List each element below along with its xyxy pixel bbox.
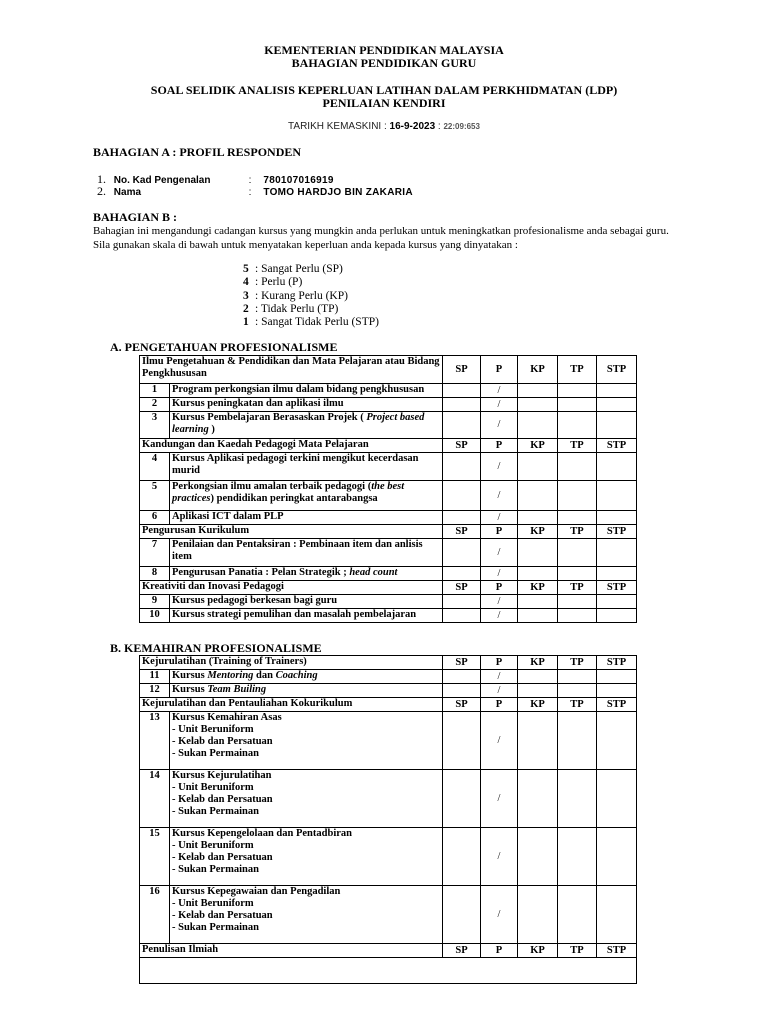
col-stp: STP	[597, 656, 637, 670]
group-title: Penulisan Ilmiah	[140, 944, 443, 958]
group-title: Pengurusan Kurikulum	[140, 525, 443, 539]
col-sp: SP	[443, 525, 481, 539]
rating-cell-stp[interactable]	[597, 712, 637, 770]
rating-cell-tp[interactable]	[558, 886, 597, 944]
sub-item: - Sukan Permainan	[172, 806, 259, 817]
table-row	[140, 398, 637, 412]
part-a-title: A. PENGETAHUAN PROFESIONALISME	[110, 340, 338, 354]
col-tp: TP	[558, 698, 597, 712]
sub-item: - Kelab dan Persatuan	[172, 852, 273, 863]
rating-cell-stp[interactable]	[597, 412, 637, 439]
rating-cell-sp[interactable]	[443, 595, 481, 609]
sub-item: - Unit Beruniform	[172, 898, 254, 909]
last-updated-time: 22:09:653	[443, 122, 480, 131]
group-header-row	[140, 656, 637, 670]
row-number: 1.	[97, 172, 106, 186]
ministry-title: KEMENTERIAN PENDIDIKAN MALAYSIA	[264, 43, 504, 57]
profile-row-name	[97, 184, 413, 199]
col-sp: SP	[443, 944, 481, 958]
item-text-part: Perkongsian ilmu amalan terbaik pedagogi (	[172, 481, 372, 492]
group-header-row	[140, 698, 637, 712]
item-text-italic: Project based learning	[172, 412, 425, 435]
rating-cell-tp[interactable]	[558, 481, 597, 511]
col-tp: TP	[558, 525, 597, 539]
section-b-intro: Bahagian ini mengandungi cadangan kursus yang mungkin anda perlukan untuk meningkatkan profesionalisme anda sebagai guru. Sila gunakan skala di bawah untuk menyatakan keperluan anda kepada kursus yang dinyatakan :	[93, 225, 669, 251]
rating-cell-p[interactable]: /	[481, 828, 518, 886]
last-updated-label: TARIKH KEMASKINI :	[288, 121, 387, 132]
sub-item: - Sukan Permainan	[172, 922, 259, 933]
col-sp: SP	[443, 439, 481, 453]
sub-item: - Sukan Permainan	[172, 748, 259, 759]
group-header-row	[140, 525, 637, 539]
rating-cell-kp[interactable]	[518, 670, 558, 684]
col-stp: STP	[597, 356, 637, 384]
scale-text: : Kurang Perlu (KP)	[255, 289, 348, 302]
rating-cell-sp[interactable]	[443, 384, 481, 398]
rating-cell-kp[interactable]	[518, 886, 558, 944]
rating-cell-p[interactable]: /	[481, 886, 518, 944]
item-text-part: Kursus	[172, 670, 208, 681]
item-text	[170, 684, 443, 698]
rating-cell-p[interactable]: /	[481, 712, 518, 770]
col-kp: KP	[518, 944, 558, 958]
rating-cell-sp[interactable]	[443, 412, 481, 439]
item-text-italic: Coaching	[275, 670, 318, 681]
rating-cell-kp[interactable]	[518, 539, 558, 567]
table-row	[140, 770, 637, 828]
rating-cell-p[interactable]: /	[481, 670, 518, 684]
rating-cell-kp[interactable]	[518, 712, 558, 770]
rating-cell-kp[interactable]	[518, 770, 558, 828]
rating-cell-sp[interactable]	[443, 511, 481, 525]
table-row	[140, 828, 637, 886]
scale-number: 5	[243, 263, 249, 275]
rating-cell-p[interactable]: /	[481, 511, 518, 525]
ic-label: No. Kad Pengenalan	[113, 175, 211, 186]
rating-cell-p[interactable]: /	[481, 609, 518, 623]
col-p: P	[481, 525, 518, 539]
rating-cell-stp[interactable]	[597, 511, 637, 525]
item-number: 1	[140, 384, 170, 398]
item-number: 14	[140, 770, 170, 828]
rating-cell-tp[interactable]	[558, 539, 597, 567]
item-text: Program perkongsian ilmu dalam bidang pengkhususan	[170, 384, 443, 398]
item-text	[170, 886, 443, 944]
item-number: 11	[140, 670, 170, 684]
sub-item: - Unit Beruniform	[172, 724, 254, 735]
section-b-title: BAHAGIAN B :	[93, 210, 178, 224]
item-text	[170, 670, 443, 684]
item-text-italic: Mentoring	[207, 670, 254, 681]
rating-cell-stp[interactable]	[597, 595, 637, 609]
group-title: Ilmu Pengetahuan & Pendidikan dan Mata Pelajaran atau Bidang Pengkhususan	[140, 356, 443, 384]
rating-cell-p[interactable]: /	[481, 595, 518, 609]
item-number: 4	[140, 453, 170, 481]
col-tp: TP	[558, 581, 597, 595]
rating-cell-stp[interactable]	[597, 453, 637, 481]
row-number: 2.	[97, 184, 106, 198]
item-number: 9	[140, 595, 170, 609]
item-number: 15	[140, 828, 170, 886]
col-tp: TP	[558, 656, 597, 670]
division-title: BAHAGIAN PENDIDIKAN GURU	[291, 56, 477, 70]
rating-cell-tp[interactable]	[558, 412, 597, 439]
item-text-italic: the best practices	[172, 481, 405, 504]
col-kp: KP	[518, 698, 558, 712]
item-title: Kursus Kepegawaian dan Pengadilan	[172, 886, 341, 897]
rating-cell-stp[interactable]	[597, 770, 637, 828]
sub-item: - Kelab dan Persatuan	[172, 736, 273, 747]
part-b-title: B. KEMAHIRAN PROFESIONALISME	[110, 641, 322, 655]
item-title: Kursus Kepengelolaan dan Pentadbiran	[172, 828, 352, 839]
rating-cell-tp[interactable]	[558, 828, 597, 886]
item-text-part: ) pendidikan peringkat antarabangsa	[210, 493, 378, 504]
sub-item: - Kelab dan Persatuan	[172, 794, 273, 805]
rating-cell-kp[interactable]	[518, 828, 558, 886]
rating-cell-p[interactable]: /	[481, 453, 518, 481]
table-row	[140, 684, 637, 698]
part-a-table	[139, 355, 637, 623]
rating-cell-sp[interactable]	[443, 609, 481, 623]
rating-cell-stp[interactable]	[597, 609, 637, 623]
table-row	[140, 567, 637, 581]
scale-item	[243, 276, 379, 289]
col-sp: SP	[443, 356, 481, 384]
rating-cell-p[interactable]: /	[481, 539, 518, 567]
table-row	[140, 481, 637, 511]
col-p: P	[481, 698, 518, 712]
col-stp: STP	[597, 944, 637, 958]
item-text: Kursus Aplikasi pedagogi terkini mengikut kecerdasan murid	[170, 453, 443, 481]
scale-text: : Sangat Perlu (SP)	[255, 263, 343, 275]
rating-cell-sp[interactable]	[443, 712, 481, 770]
sub-item: - Sukan Permainan	[172, 864, 259, 875]
rating-cell-sp[interactable]	[443, 539, 481, 567]
rating-cell-stp[interactable]	[597, 539, 637, 567]
scale-number: 1	[243, 316, 249, 329]
col-stp: STP	[597, 698, 637, 712]
item-number: 8	[140, 567, 170, 581]
rating-cell-p[interactable]: /	[481, 384, 518, 398]
table-row	[140, 539, 637, 567]
table-row	[140, 958, 637, 984]
rating-cell-kp[interactable]	[518, 609, 558, 623]
col-tp: TP	[558, 944, 597, 958]
rating-cell-tp[interactable]	[558, 712, 597, 770]
col-p: P	[481, 944, 518, 958]
col-kp: KP	[518, 656, 558, 670]
empty-row	[140, 958, 637, 984]
rating-cell-tp[interactable]	[558, 453, 597, 481]
group-header-row	[140, 356, 637, 384]
table-row	[140, 453, 637, 481]
col-tp: TP	[558, 439, 597, 453]
rating-cell-stp[interactable]	[597, 828, 637, 886]
rating-cell-stp[interactable]	[597, 398, 637, 412]
item-number: 6	[140, 511, 170, 525]
col-stp: STP	[597, 439, 637, 453]
scale-text: : Sangat Tidak Perlu (STP)	[255, 316, 379, 329]
item-text-part: Kursus	[172, 684, 208, 695]
item-text-part: Pengurusan Panatia : Pelan Strategik ;	[172, 567, 350, 578]
col-kp: KP	[518, 356, 558, 384]
scale-text: : Perlu (P)	[255, 276, 303, 289]
scale-number: 4	[243, 276, 249, 289]
item-text: Kursus strategi pemulihan dan masalah pembelajaran	[170, 609, 443, 623]
item-number: 13	[140, 712, 170, 770]
rating-cell-sp[interactable]	[443, 770, 481, 828]
item-number: 5	[140, 481, 170, 511]
rating-cell-kp[interactable]	[518, 453, 558, 481]
ic-value: 780107016919	[263, 175, 334, 186]
rating-cell-sp[interactable]	[443, 684, 481, 698]
rating-cell-stp[interactable]	[597, 567, 637, 581]
rating-cell-p[interactable]: /	[481, 398, 518, 412]
scale-number: 3	[243, 289, 249, 302]
item-text-part: Kursus Pembelajaran Berasaskan Projek (	[172, 412, 364, 423]
col-kp: KP	[518, 581, 558, 595]
col-p: P	[481, 356, 518, 384]
scale-item	[243, 263, 379, 276]
item-number: 3	[140, 412, 170, 439]
rating-cell-sp[interactable]	[443, 828, 481, 886]
item-text	[170, 770, 443, 828]
rating-cell-p[interactable]: /	[481, 412, 518, 439]
table-row	[140, 609, 637, 623]
col-stp: STP	[597, 525, 637, 539]
rating-cell-p[interactable]: /	[481, 567, 518, 581]
rating-cell-p[interactable]: /	[481, 770, 518, 828]
item-text-part: dan	[253, 670, 276, 681]
rating-cell-p[interactable]: /	[481, 481, 518, 511]
rating-cell-p[interactable]: /	[481, 684, 518, 698]
item-number: 2	[140, 398, 170, 412]
rating-cell-kp[interactable]	[518, 384, 558, 398]
rating-cell-tp[interactable]	[558, 609, 597, 623]
rating-cell-tp[interactable]	[558, 684, 597, 698]
rating-cell-kp[interactable]	[518, 684, 558, 698]
item-text	[170, 567, 443, 581]
item-text	[170, 712, 443, 770]
name-label: Nama	[113, 187, 142, 198]
rating-scale	[243, 263, 379, 329]
item-number: 16	[140, 886, 170, 944]
group-title: Kejurulatihan dan Pentauliahan Kokurikulum	[140, 698, 443, 712]
col-sp: SP	[443, 698, 481, 712]
table-row	[140, 384, 637, 398]
item-text-part: )	[208, 424, 215, 435]
scale-text: : Tidak Perlu (TP)	[255, 302, 339, 315]
item-text-italic: Team Builing	[207, 684, 267, 695]
rating-cell-tp[interactable]	[558, 398, 597, 412]
scale-number: 2	[243, 302, 249, 315]
survey-subtitle: PENILAIAN KENDIRI	[322, 96, 446, 110]
rating-cell-tp[interactable]	[558, 567, 597, 581]
group-header-row	[140, 581, 637, 595]
rating-cell-kp[interactable]	[518, 595, 558, 609]
col-tp: TP	[558, 356, 597, 384]
rating-cell-sp[interactable]	[443, 670, 481, 684]
table-row	[140, 412, 637, 439]
last-updated-sep: :	[437, 121, 441, 132]
rating-cell-sp[interactable]	[443, 567, 481, 581]
item-text: Penilaian dan Pentaksiran : Pembinaan item dan anlisis item	[170, 539, 443, 567]
separator: :	[248, 187, 252, 198]
item-text-italic: head count	[349, 567, 398, 578]
part-b-table	[139, 655, 637, 984]
item-number: 7	[140, 539, 170, 567]
item-title: Kursus Kemahiran Asas	[172, 712, 282, 723]
group-title: Kandungan dan Kaedah Pedagogi Mata Pelajaran	[140, 439, 443, 453]
item-text: Kursus pedagogi berkesan bagi guru	[170, 595, 443, 609]
rating-cell-kp[interactable]	[518, 398, 558, 412]
rating-cell-stp[interactable]	[597, 384, 637, 398]
sub-item: - Kelab dan Persatuan	[172, 910, 273, 921]
item-text	[170, 481, 443, 511]
scale-item	[243, 316, 379, 329]
rating-cell-tp[interactable]	[558, 595, 597, 609]
item-title: Kursus Kejurulatihan	[172, 770, 272, 781]
table-row	[140, 595, 637, 609]
rating-cell-tp[interactable]	[558, 770, 597, 828]
col-p: P	[481, 656, 518, 670]
rating-cell-kp[interactable]	[518, 511, 558, 525]
separator: :	[248, 175, 252, 186]
col-sp: SP	[443, 581, 481, 595]
item-number: 10	[140, 609, 170, 623]
survey-title: SOAL SELIDIK ANALISIS KEPERLUAN LATIHAN DALAM PERKHIDMATAN (LDP)	[150, 83, 618, 97]
table-row	[140, 712, 637, 770]
col-kp: KP	[518, 525, 558, 539]
rating-cell-kp[interactable]	[518, 567, 558, 581]
rating-cell-stp[interactable]	[597, 670, 637, 684]
rating-cell-tp[interactable]	[558, 384, 597, 398]
scale-item	[243, 303, 379, 316]
rating-cell-sp[interactable]	[443, 886, 481, 944]
rating-cell-kp[interactable]	[518, 412, 558, 439]
last-updated-date: 16-9-2023	[389, 121, 436, 132]
rating-cell-kp[interactable]	[518, 481, 558, 511]
group-title: Kreativiti dan Inovasi Pedagogi	[140, 581, 443, 595]
item-number: 12	[140, 684, 170, 698]
rating-cell-sp[interactable]	[443, 398, 481, 412]
rating-cell-stp[interactable]	[597, 684, 637, 698]
group-header-row	[140, 439, 637, 453]
name-value: TOMO HARDJO BIN ZAKARIA	[263, 187, 413, 198]
table-row	[140, 670, 637, 684]
col-sp: SP	[443, 656, 481, 670]
group-title: Kejurulatihan (Training of Trainers)	[140, 656, 443, 670]
col-stp: STP	[597, 581, 637, 595]
table-row	[140, 886, 637, 944]
group-header-row	[140, 944, 637, 958]
item-text: Aplikasi ICT dalam PLP	[170, 511, 443, 525]
table-row	[140, 511, 637, 525]
rating-cell-sp[interactable]	[443, 481, 481, 511]
col-kp: KP	[518, 439, 558, 453]
last-updated	[0, 121, 768, 132]
rating-cell-stp[interactable]	[597, 481, 637, 511]
sub-item: - Unit Beruniform	[172, 782, 254, 793]
item-text: Kursus peningkatan dan aplikasi ilmu	[170, 398, 443, 412]
col-p: P	[481, 439, 518, 453]
rating-cell-tp[interactable]	[558, 511, 597, 525]
rating-cell-stp[interactable]	[597, 886, 637, 944]
scale-item	[243, 290, 379, 303]
item-text	[170, 828, 443, 886]
col-p: P	[481, 581, 518, 595]
rating-cell-tp[interactable]	[558, 670, 597, 684]
section-a-title: BAHAGIAN A : PROFIL RESPONDEN	[93, 145, 302, 159]
sub-item: - Unit Beruniform	[172, 840, 254, 851]
rating-cell-sp[interactable]	[443, 453, 481, 481]
item-text	[170, 412, 443, 439]
